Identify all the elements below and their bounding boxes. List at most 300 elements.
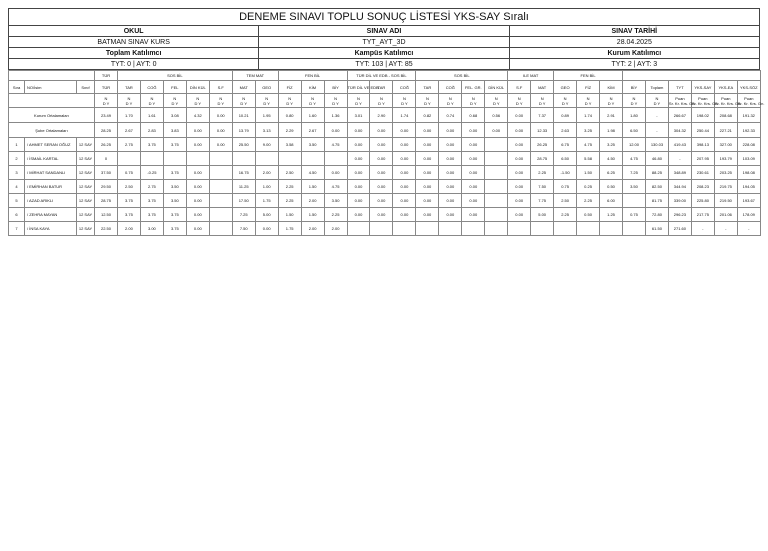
ndy-header: N D Y bbox=[531, 94, 554, 108]
score-cell: 25.50 bbox=[232, 138, 255, 152]
score-cell: 6.75 bbox=[554, 138, 577, 152]
ndy-header: N D Y bbox=[95, 94, 118, 108]
score-cell bbox=[600, 222, 623, 236]
student-row bbox=[9, 166, 761, 180]
score-cell: 3.50 bbox=[301, 138, 324, 152]
score-cell: 12.50 bbox=[95, 208, 118, 222]
avg-cell: 0.00 bbox=[508, 108, 531, 123]
avg-cell: 1.98 bbox=[600, 123, 623, 138]
subject-header: FİZ bbox=[278, 81, 301, 94]
avg-cell: 0.56 bbox=[485, 108, 508, 123]
score-cell: 0.75 bbox=[554, 180, 577, 194]
score-cell bbox=[485, 222, 508, 236]
score-cell: 2.25 bbox=[577, 194, 600, 208]
score-cell bbox=[554, 222, 577, 236]
sinav-adi-label: SINAV ADI bbox=[259, 26, 509, 37]
score-cell: 0.00 bbox=[370, 194, 393, 208]
score-cell: 0.00 bbox=[508, 180, 531, 194]
score-cell: 1.75 bbox=[255, 194, 278, 208]
student-name: / ZEHRA MAYAN bbox=[25, 208, 77, 222]
score-cell: 4.50 bbox=[600, 152, 623, 166]
score-cell bbox=[209, 166, 232, 180]
student-row bbox=[9, 222, 761, 236]
score-cell: 3.58 bbox=[278, 138, 301, 152]
score-cell bbox=[140, 152, 163, 166]
avg-cell: 0.00 bbox=[209, 108, 232, 123]
score-cell: 1.50 bbox=[278, 208, 301, 222]
student-row bbox=[9, 138, 761, 152]
subject-header: YKS-SAY bbox=[691, 81, 714, 94]
student-name: / İSMAİL KARTAL bbox=[25, 152, 77, 166]
score-cell: 2.25 bbox=[554, 208, 577, 222]
avg-cell: 13.79 bbox=[232, 123, 255, 138]
score-cell: 6.25 bbox=[600, 166, 623, 180]
ndy-header: N D Y bbox=[370, 94, 393, 108]
score-cell: 103.09 bbox=[737, 152, 760, 166]
score-cell: 26.25 bbox=[531, 138, 554, 152]
page-title: DENEME SINAVI TOPLU SONUÇ LİSTESİ YKS-SAY Sıralı bbox=[9, 9, 760, 26]
subject-header: YKS-SÖZ bbox=[737, 81, 760, 94]
ndy-header: N D Y bbox=[554, 94, 577, 108]
score-cell: -1.50 bbox=[554, 166, 577, 180]
score-cell: 0.00 bbox=[209, 138, 232, 152]
group-header: FEN BİL bbox=[554, 71, 623, 81]
student-name: / AHMET SERAN OĞUZ bbox=[25, 138, 77, 152]
score-cell: 1.50 bbox=[301, 208, 324, 222]
score-cell bbox=[186, 152, 209, 166]
score-cell: 0.00 bbox=[393, 194, 416, 208]
score-cell: 0.00 bbox=[439, 180, 462, 194]
score-cell: 0.50 bbox=[577, 208, 600, 222]
ndy-header: N D Y bbox=[623, 94, 646, 108]
score-cell: 0.00 bbox=[439, 138, 462, 152]
score-cell: 2.75 bbox=[117, 138, 140, 152]
student-rank: 7 bbox=[9, 222, 25, 236]
avg-cell: 3.08 bbox=[163, 108, 186, 123]
score-cell: 194.05 bbox=[737, 180, 760, 194]
score-cell: 198.08 bbox=[737, 166, 760, 180]
score-cell: 0.00 bbox=[186, 222, 209, 236]
score-cell bbox=[232, 152, 255, 166]
score-cell: 4.75 bbox=[577, 138, 600, 152]
subject-header: Toplam bbox=[645, 81, 668, 94]
score-cell: 22.50 bbox=[95, 222, 118, 236]
avg-cell: 2.63 bbox=[554, 123, 577, 138]
subject-header: TÜR bbox=[95, 81, 118, 94]
score-cell: 3.75 bbox=[163, 138, 186, 152]
ndy-header: N D Y bbox=[209, 94, 232, 108]
sinav-tarihi-label: SINAV TARİHİ bbox=[509, 26, 759, 37]
score-cell: 3.75 bbox=[163, 208, 186, 222]
score-cell: 0.00 bbox=[416, 180, 439, 194]
avg-cell: 28.25 bbox=[95, 123, 118, 138]
score-cell: 3.75 bbox=[163, 166, 186, 180]
score-cell: 16.75 bbox=[232, 166, 255, 180]
group-header: ILE MAT bbox=[508, 71, 554, 81]
score-cell: 0.00 bbox=[439, 208, 462, 222]
student-rank: 5 bbox=[9, 194, 25, 208]
student-row bbox=[9, 194, 761, 208]
score-cell: 0.25 bbox=[577, 180, 600, 194]
score-cell: 0.00 bbox=[186, 180, 209, 194]
score-cell: 208.23 bbox=[691, 180, 714, 194]
score-cell: 2.50 bbox=[554, 194, 577, 208]
score-cell bbox=[278, 152, 301, 166]
toplam-value: TYT: 0 | AYT: 0 bbox=[9, 59, 259, 70]
score-cell: 61.50 bbox=[645, 222, 668, 236]
score-cell: 339.00 bbox=[668, 194, 691, 208]
avg-cell: 1.36 bbox=[324, 108, 347, 123]
score-cell: 28.75 bbox=[531, 152, 554, 166]
score-cell: 3.50 bbox=[163, 180, 186, 194]
score-cell: 2.50 bbox=[117, 180, 140, 194]
score-cell: 37.50 bbox=[95, 166, 118, 180]
score-cell: 0.00 bbox=[416, 138, 439, 152]
sinif-header: Sınıf bbox=[77, 81, 95, 94]
score-cell: 4.75 bbox=[324, 180, 347, 194]
avg-cell: 3.13 bbox=[255, 123, 278, 138]
avg-cell: 192.33 bbox=[737, 123, 760, 138]
score-cell: 193.67 bbox=[737, 194, 760, 208]
score-cell bbox=[485, 152, 508, 166]
score-cell: 29.50 bbox=[95, 180, 118, 194]
score-cell: 398.13 bbox=[691, 138, 714, 152]
score-cell: 28.75 bbox=[95, 194, 118, 208]
avg-cell: 250.44 bbox=[691, 123, 714, 138]
score-cell: 344.94 bbox=[668, 180, 691, 194]
score-cell: 3.25 bbox=[600, 138, 623, 152]
avg-cell: 0.00 bbox=[416, 123, 439, 138]
score-cell: 0.00 bbox=[347, 194, 370, 208]
student-row bbox=[9, 208, 761, 222]
student-class: 12 SAY bbox=[77, 138, 95, 152]
score-cell: 2.25 bbox=[278, 180, 301, 194]
avg-cell: 7.37 bbox=[531, 108, 554, 123]
score-cell: 207.95 bbox=[691, 152, 714, 166]
avg-cell: 208.68 bbox=[714, 108, 737, 123]
subject-header: TÜR DİL VE EDB bbox=[347, 81, 370, 94]
score-cell: 0.00 bbox=[462, 208, 485, 222]
score-cell: 2.00 bbox=[301, 194, 324, 208]
okul-label: OKUL bbox=[9, 26, 259, 37]
score-cell: 0.00 bbox=[462, 152, 485, 166]
ndy-header: N D Y bbox=[278, 94, 301, 108]
score-cell: 88.25 bbox=[645, 166, 668, 180]
avg-cell: 2.83 bbox=[140, 123, 163, 138]
subject-header: BİY bbox=[324, 81, 347, 94]
avg-cell: 1.74 bbox=[577, 108, 600, 123]
subject-header: S.F bbox=[209, 81, 232, 94]
name-header: NO/İsim bbox=[25, 81, 77, 94]
score-cell: 2.25 bbox=[278, 194, 301, 208]
kampus-value: TYT: 103 | AYT: 85 bbox=[259, 59, 509, 70]
avg-cell: 227.21 bbox=[714, 123, 737, 138]
group-header: SOS BİL bbox=[416, 71, 508, 81]
score-cell bbox=[485, 166, 508, 180]
student-class: 12 SAY bbox=[77, 222, 95, 236]
avg-cell: 0.68 bbox=[462, 108, 485, 123]
ndy-header: N D Y bbox=[117, 94, 140, 108]
avg-cell: 10.21 bbox=[232, 108, 255, 123]
score-cell: 3.75 bbox=[117, 194, 140, 208]
subject-header: MAT bbox=[232, 81, 255, 94]
subject-header: KİM bbox=[301, 81, 324, 94]
avg-cell: 0.82 bbox=[416, 108, 439, 123]
student-class: 12 SAY bbox=[77, 166, 95, 180]
avg-cell: 1.70 bbox=[117, 108, 140, 123]
score-cell: 72.80 bbox=[645, 208, 668, 222]
score-cell bbox=[209, 180, 232, 194]
puan-header: Puan Sr. Kr. Krs. Gn. bbox=[668, 95, 696, 106]
avg-cell: 2.90 bbox=[370, 108, 393, 123]
score-cell: 0.00 bbox=[508, 138, 531, 152]
ndy-header: N D Y bbox=[393, 94, 416, 108]
score-cell bbox=[531, 222, 554, 236]
ndy-header: N D Y bbox=[140, 94, 163, 108]
score-cell: 0.00 bbox=[462, 194, 485, 208]
score-cell: 0.00 bbox=[416, 152, 439, 166]
avg-cell: 1.80 bbox=[623, 108, 646, 123]
score-cell bbox=[209, 208, 232, 222]
blank-cell bbox=[9, 94, 95, 108]
ndy-header: N D Y bbox=[301, 94, 324, 108]
score-cell: 0.00 bbox=[186, 194, 209, 208]
score-cell: 0.00 bbox=[462, 138, 485, 152]
score-cell: 7.25 bbox=[232, 208, 255, 222]
score-cell: 0.00 bbox=[393, 208, 416, 222]
subject-header: FEL bbox=[163, 81, 186, 94]
subject-header: S.F bbox=[508, 81, 531, 94]
toplam-label: Toplam Katılımcı bbox=[9, 48, 259, 59]
score-cell: 296.23 bbox=[668, 208, 691, 222]
avg-cell: 198.02 bbox=[691, 108, 714, 123]
score-cell: - bbox=[714, 222, 737, 236]
avg-cell: 1.74 bbox=[393, 108, 416, 123]
blank-cell bbox=[9, 71, 95, 81]
score-cell: 3.50 bbox=[324, 194, 347, 208]
score-cell: 82.50 bbox=[645, 180, 668, 194]
score-cell bbox=[462, 222, 485, 236]
score-cell: 7.75 bbox=[531, 194, 554, 208]
score-cell: 193.79 bbox=[714, 152, 737, 166]
subject-header: GEO bbox=[255, 81, 278, 94]
avg-cell: 2.67 bbox=[117, 123, 140, 138]
avg-cell: - bbox=[645, 123, 668, 138]
avg-cell: - bbox=[645, 108, 668, 123]
ndy-header: N D Y bbox=[485, 94, 508, 108]
score-cell: 81.75 bbox=[645, 194, 668, 208]
score-cell: 3.75 bbox=[140, 208, 163, 222]
score-cell: 217.75 bbox=[691, 208, 714, 222]
avg-cell: 23.49 bbox=[95, 108, 118, 123]
score-cell: 6.00 bbox=[600, 194, 623, 208]
score-cell: 2.00 bbox=[117, 222, 140, 236]
kurum-avg-label: Kurum Ortalamaları bbox=[9, 108, 95, 123]
student-name: / EMİRHAN BATUR bbox=[25, 180, 77, 194]
score-cell: 0.00 bbox=[347, 180, 370, 194]
score-cell: 2.00 bbox=[301, 222, 324, 236]
okul-value: BATMAN SINAV KURS bbox=[9, 37, 259, 48]
score-cell: 2.25 bbox=[324, 208, 347, 222]
student-name: / MİRHAT SANDANLI bbox=[25, 166, 77, 180]
score-cell bbox=[324, 152, 347, 166]
score-cell: 4.75 bbox=[324, 138, 347, 152]
score-cell: 2.00 bbox=[255, 166, 278, 180]
score-cell bbox=[255, 152, 278, 166]
score-cell: 7.25 bbox=[623, 166, 646, 180]
avg-cell: 3.01 bbox=[347, 108, 370, 123]
score-cell: 0.00 bbox=[439, 166, 462, 180]
score-cell: 1.75 bbox=[278, 222, 301, 236]
score-cell bbox=[370, 222, 393, 236]
sube-avg-label: Şube Ortalamaları bbox=[9, 123, 95, 138]
score-cell bbox=[485, 194, 508, 208]
score-cell: 3.50 bbox=[163, 194, 186, 208]
score-cell: 0.00 bbox=[508, 152, 531, 166]
score-cell bbox=[163, 152, 186, 166]
subject-header: BİY bbox=[623, 81, 646, 94]
score-cell: 0.00 bbox=[347, 166, 370, 180]
puan-header: Puan Sr. Kr. Krs. Gn. bbox=[714, 95, 742, 106]
score-cell bbox=[485, 138, 508, 152]
avg-cell: 12.33 bbox=[531, 123, 554, 138]
sinav-adi-value: TYT_AYT_3D bbox=[259, 37, 509, 48]
avg-cell: 266.67 bbox=[668, 108, 691, 123]
results-page bbox=[8, 8, 765, 236]
score-cell: 0.00 bbox=[186, 166, 209, 180]
subject-header: TYT bbox=[668, 81, 691, 94]
subject-header: MAT bbox=[531, 81, 554, 94]
subject-header: COĞ bbox=[393, 81, 416, 94]
score-cell: 0 bbox=[95, 152, 118, 166]
score-cell: 0.00 bbox=[393, 138, 416, 152]
score-cell: 0.00 bbox=[416, 166, 439, 180]
score-cell bbox=[209, 194, 232, 208]
student-class: 12 SAY bbox=[77, 194, 95, 208]
avg-cell: 2.29 bbox=[278, 123, 301, 138]
score-cell: 12.00 bbox=[623, 138, 646, 152]
score-cell: 5.00 bbox=[531, 208, 554, 222]
score-cell: 3.75 bbox=[163, 222, 186, 236]
score-cell: 0.00 bbox=[370, 166, 393, 180]
kampus-label: Kampüs Katılımcı bbox=[259, 48, 509, 59]
avg-cell: 0.00 bbox=[485, 123, 508, 138]
score-cell: 7.50 bbox=[232, 222, 255, 236]
student-rank: 2 bbox=[9, 152, 25, 166]
results-grid bbox=[8, 70, 765, 236]
score-cell: 0.00 bbox=[439, 194, 462, 208]
score-cell: 3.75 bbox=[140, 194, 163, 208]
score-cell: 0.00 bbox=[393, 180, 416, 194]
group-header: TÜR DİL VE EDB - SOS BİL bbox=[347, 71, 416, 81]
subject-header: TAR bbox=[416, 81, 439, 94]
score-cell: - bbox=[668, 152, 691, 166]
avg-cell: 2.91 bbox=[600, 108, 623, 123]
score-cell: 203.25 bbox=[714, 166, 737, 180]
score-cell bbox=[485, 180, 508, 194]
ndy-header: N D Y bbox=[439, 94, 462, 108]
subject-header: FEL. GR. bbox=[462, 81, 485, 94]
avg-cell: 0.00 bbox=[462, 123, 485, 138]
student-row bbox=[9, 152, 761, 166]
blank-cell bbox=[623, 71, 761, 81]
score-cell: 0.00 bbox=[508, 208, 531, 222]
student-class: 12 SAY bbox=[77, 180, 95, 194]
score-cell bbox=[439, 222, 462, 236]
subject-header: TAR bbox=[117, 81, 140, 94]
student-rank: 6 bbox=[9, 208, 25, 222]
score-cell: 0.00 bbox=[508, 166, 531, 180]
subject-header: YKS-EA bbox=[714, 81, 737, 94]
score-cell: - bbox=[737, 222, 760, 236]
score-cell: 0.00 bbox=[508, 194, 531, 208]
score-cell bbox=[117, 152, 140, 166]
avg-cell: 3.83 bbox=[163, 123, 186, 138]
student-class: 12 SAY bbox=[77, 152, 95, 166]
subject-header: DİN KÜL bbox=[485, 81, 508, 94]
avg-cell: 191.32 bbox=[737, 108, 760, 123]
score-cell: 0.00 bbox=[347, 152, 370, 166]
score-cell: 0.00 bbox=[186, 208, 209, 222]
subject-header: KİM bbox=[600, 81, 623, 94]
score-cell: 0.00 bbox=[416, 194, 439, 208]
avg-cell: 0.00 bbox=[370, 123, 393, 138]
ndy-header: N D Y bbox=[508, 94, 531, 108]
ndy-header: N D Y bbox=[324, 94, 347, 108]
ndy-header: N D Y bbox=[232, 94, 255, 108]
score-cell bbox=[301, 152, 324, 166]
avg-cell: 0.00 bbox=[439, 123, 462, 138]
score-cell: 1.50 bbox=[301, 180, 324, 194]
score-cell bbox=[416, 222, 439, 236]
score-cell bbox=[485, 208, 508, 222]
student-rank: 4 bbox=[9, 180, 25, 194]
score-cell: - bbox=[691, 222, 714, 236]
score-cell bbox=[209, 152, 232, 166]
sira-header: Sıra bbox=[9, 81, 25, 94]
avg-cell: 0.00 bbox=[209, 123, 232, 138]
ndy-header: N D Y bbox=[186, 94, 209, 108]
score-cell bbox=[347, 222, 370, 236]
avg-cell: 0.00 bbox=[393, 123, 416, 138]
score-cell: 4.50 bbox=[301, 166, 324, 180]
subject-header: COĞ bbox=[140, 81, 163, 94]
student-class: 12 SAY bbox=[77, 208, 95, 222]
subject-header: GEO bbox=[554, 81, 577, 94]
student-rank: 3 bbox=[9, 166, 25, 180]
student-name: / İNSA KAYA bbox=[25, 222, 77, 236]
subject-header: TAR bbox=[370, 81, 393, 94]
kurum-label: Kurum Katılımcı bbox=[509, 48, 759, 59]
ndy-header: N D Y bbox=[645, 94, 668, 108]
group-header: TÜR bbox=[95, 71, 118, 81]
score-cell: 219.50 bbox=[714, 194, 737, 208]
score-cell: 201.06 bbox=[714, 208, 737, 222]
score-cell: 3.75 bbox=[117, 208, 140, 222]
avg-cell: 304.32 bbox=[668, 123, 691, 138]
score-cell: 0.50 bbox=[600, 180, 623, 194]
sinav-tarihi-value: 28.04.2025 bbox=[509, 37, 759, 48]
ndy-header: N D Y bbox=[600, 94, 623, 108]
score-cell: 0.00 bbox=[347, 208, 370, 222]
avg-cell: 0.89 bbox=[554, 108, 577, 123]
group-header: SOS BİL bbox=[117, 71, 232, 81]
avg-cell: 2.67 bbox=[301, 123, 324, 138]
avg-cell: 4.32 bbox=[186, 108, 209, 123]
score-cell: 178.09 bbox=[737, 208, 760, 222]
score-cell: 0.00 bbox=[462, 180, 485, 194]
avg-cell: 0.00 bbox=[508, 123, 531, 138]
